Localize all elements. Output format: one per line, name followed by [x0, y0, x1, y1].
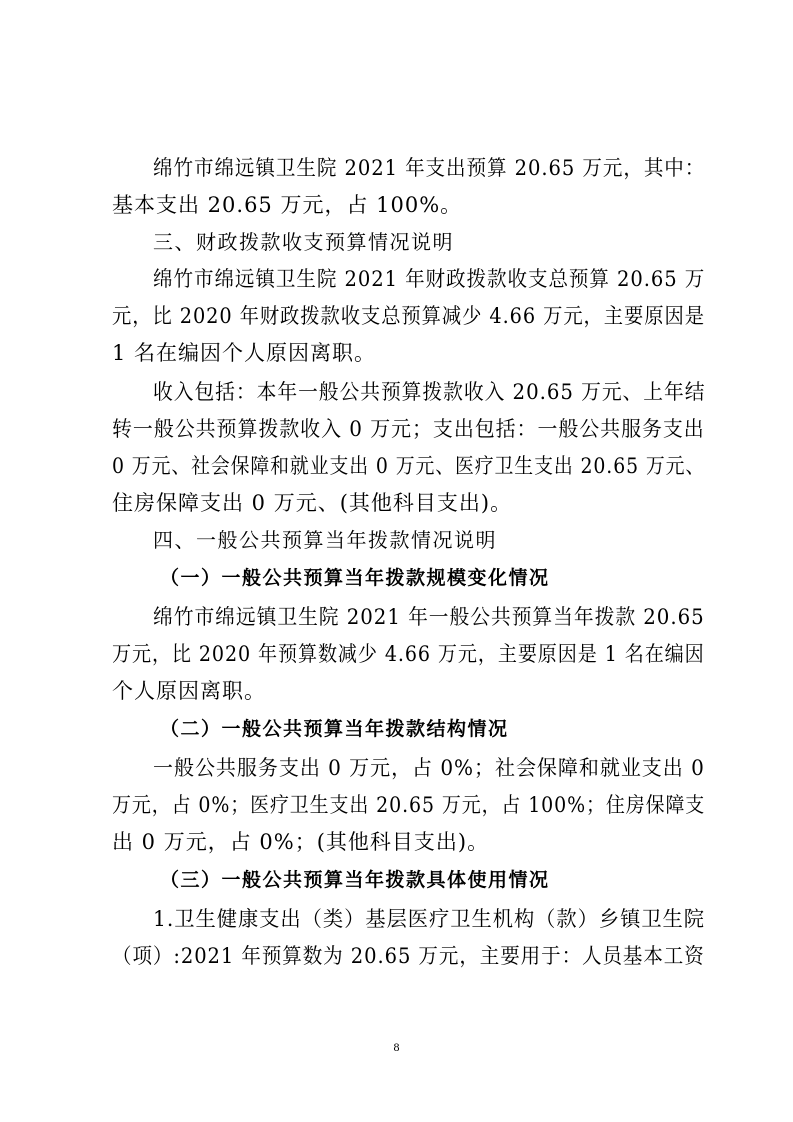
- paragraph-line: 基本支出 20.65 万元，占 100%。: [112, 193, 463, 217]
- paragraph-line: 绵竹市绵远镇卫生院 2021 年财政拨款收支总预算 20.65 万: [153, 267, 706, 291]
- paragraph-line: 个人原因离职。: [112, 679, 266, 703]
- paragraph-line: 元，比 2020 年财政拨款收支总预算减少 4.66 万元，主要原因是: [112, 304, 705, 328]
- paragraph-line: 转一般公共预算拨款收入 0 万元；支出包括：一般公共服务支出: [112, 417, 705, 441]
- page-number: 8: [393, 1040, 400, 1054]
- paragraph-line: 0 万元、社会保障和就业支出 0 万元、医疗卫生支出 20.65 万元、: [112, 454, 706, 478]
- subsection-heading: （一）一般公共预算当年拨款规模变化情况: [160, 567, 550, 589]
- paragraph-line: 绵竹市绵远镇卫生院 2021 年支出预算 20.65 万元，其中：: [153, 156, 706, 180]
- section-heading: 三、财政拨款收支预算情况说明: [153, 230, 454, 254]
- section-heading: 四、一般公共预算当年拨款情况说明: [153, 528, 497, 552]
- paragraph-line: 万元，占 0%；医疗卫生支出 20.65 万元，占 100%；住房保障支: [112, 793, 706, 817]
- paragraph-line: 1.卫生健康支出（类）基层医疗卫生机构（款）乡镇卫生院: [153, 907, 706, 931]
- paragraph-line: 收入包括：本年一般公共预算拨款收入 20.65 万元、上年结: [153, 380, 706, 404]
- paragraph-line: 住房保障支出 0 万元、(其他科目支出)。: [112, 491, 513, 515]
- paragraph-line: 绵竹市绵远镇卫生院 2021 年一般公共预算当年拨款 20.65: [153, 605, 705, 629]
- subsection-heading: （二）一般公共预算当年拨款结构情况: [160, 718, 509, 740]
- paragraph-line: 万元，比 2020 年预算数减少 4.66 万元，主要原因是 1 名在编因: [112, 642, 705, 666]
- paragraph-line: 1 名在编因个人原因离职。: [112, 341, 377, 365]
- paragraph-line: 出 0 万元，占 0%；(其他科目支出)。: [112, 830, 490, 854]
- paragraph-line: 一般公共服务支出 0 万元，占 0%；社会保障和就业支出 0: [153, 756, 705, 780]
- subsection-heading: （三）一般公共预算当年拨款具体使用情况: [160, 869, 550, 891]
- paragraph-line: （项）:2021 年预算数为 20.65 万元，主要用于：人员基本工资: [112, 944, 705, 968]
